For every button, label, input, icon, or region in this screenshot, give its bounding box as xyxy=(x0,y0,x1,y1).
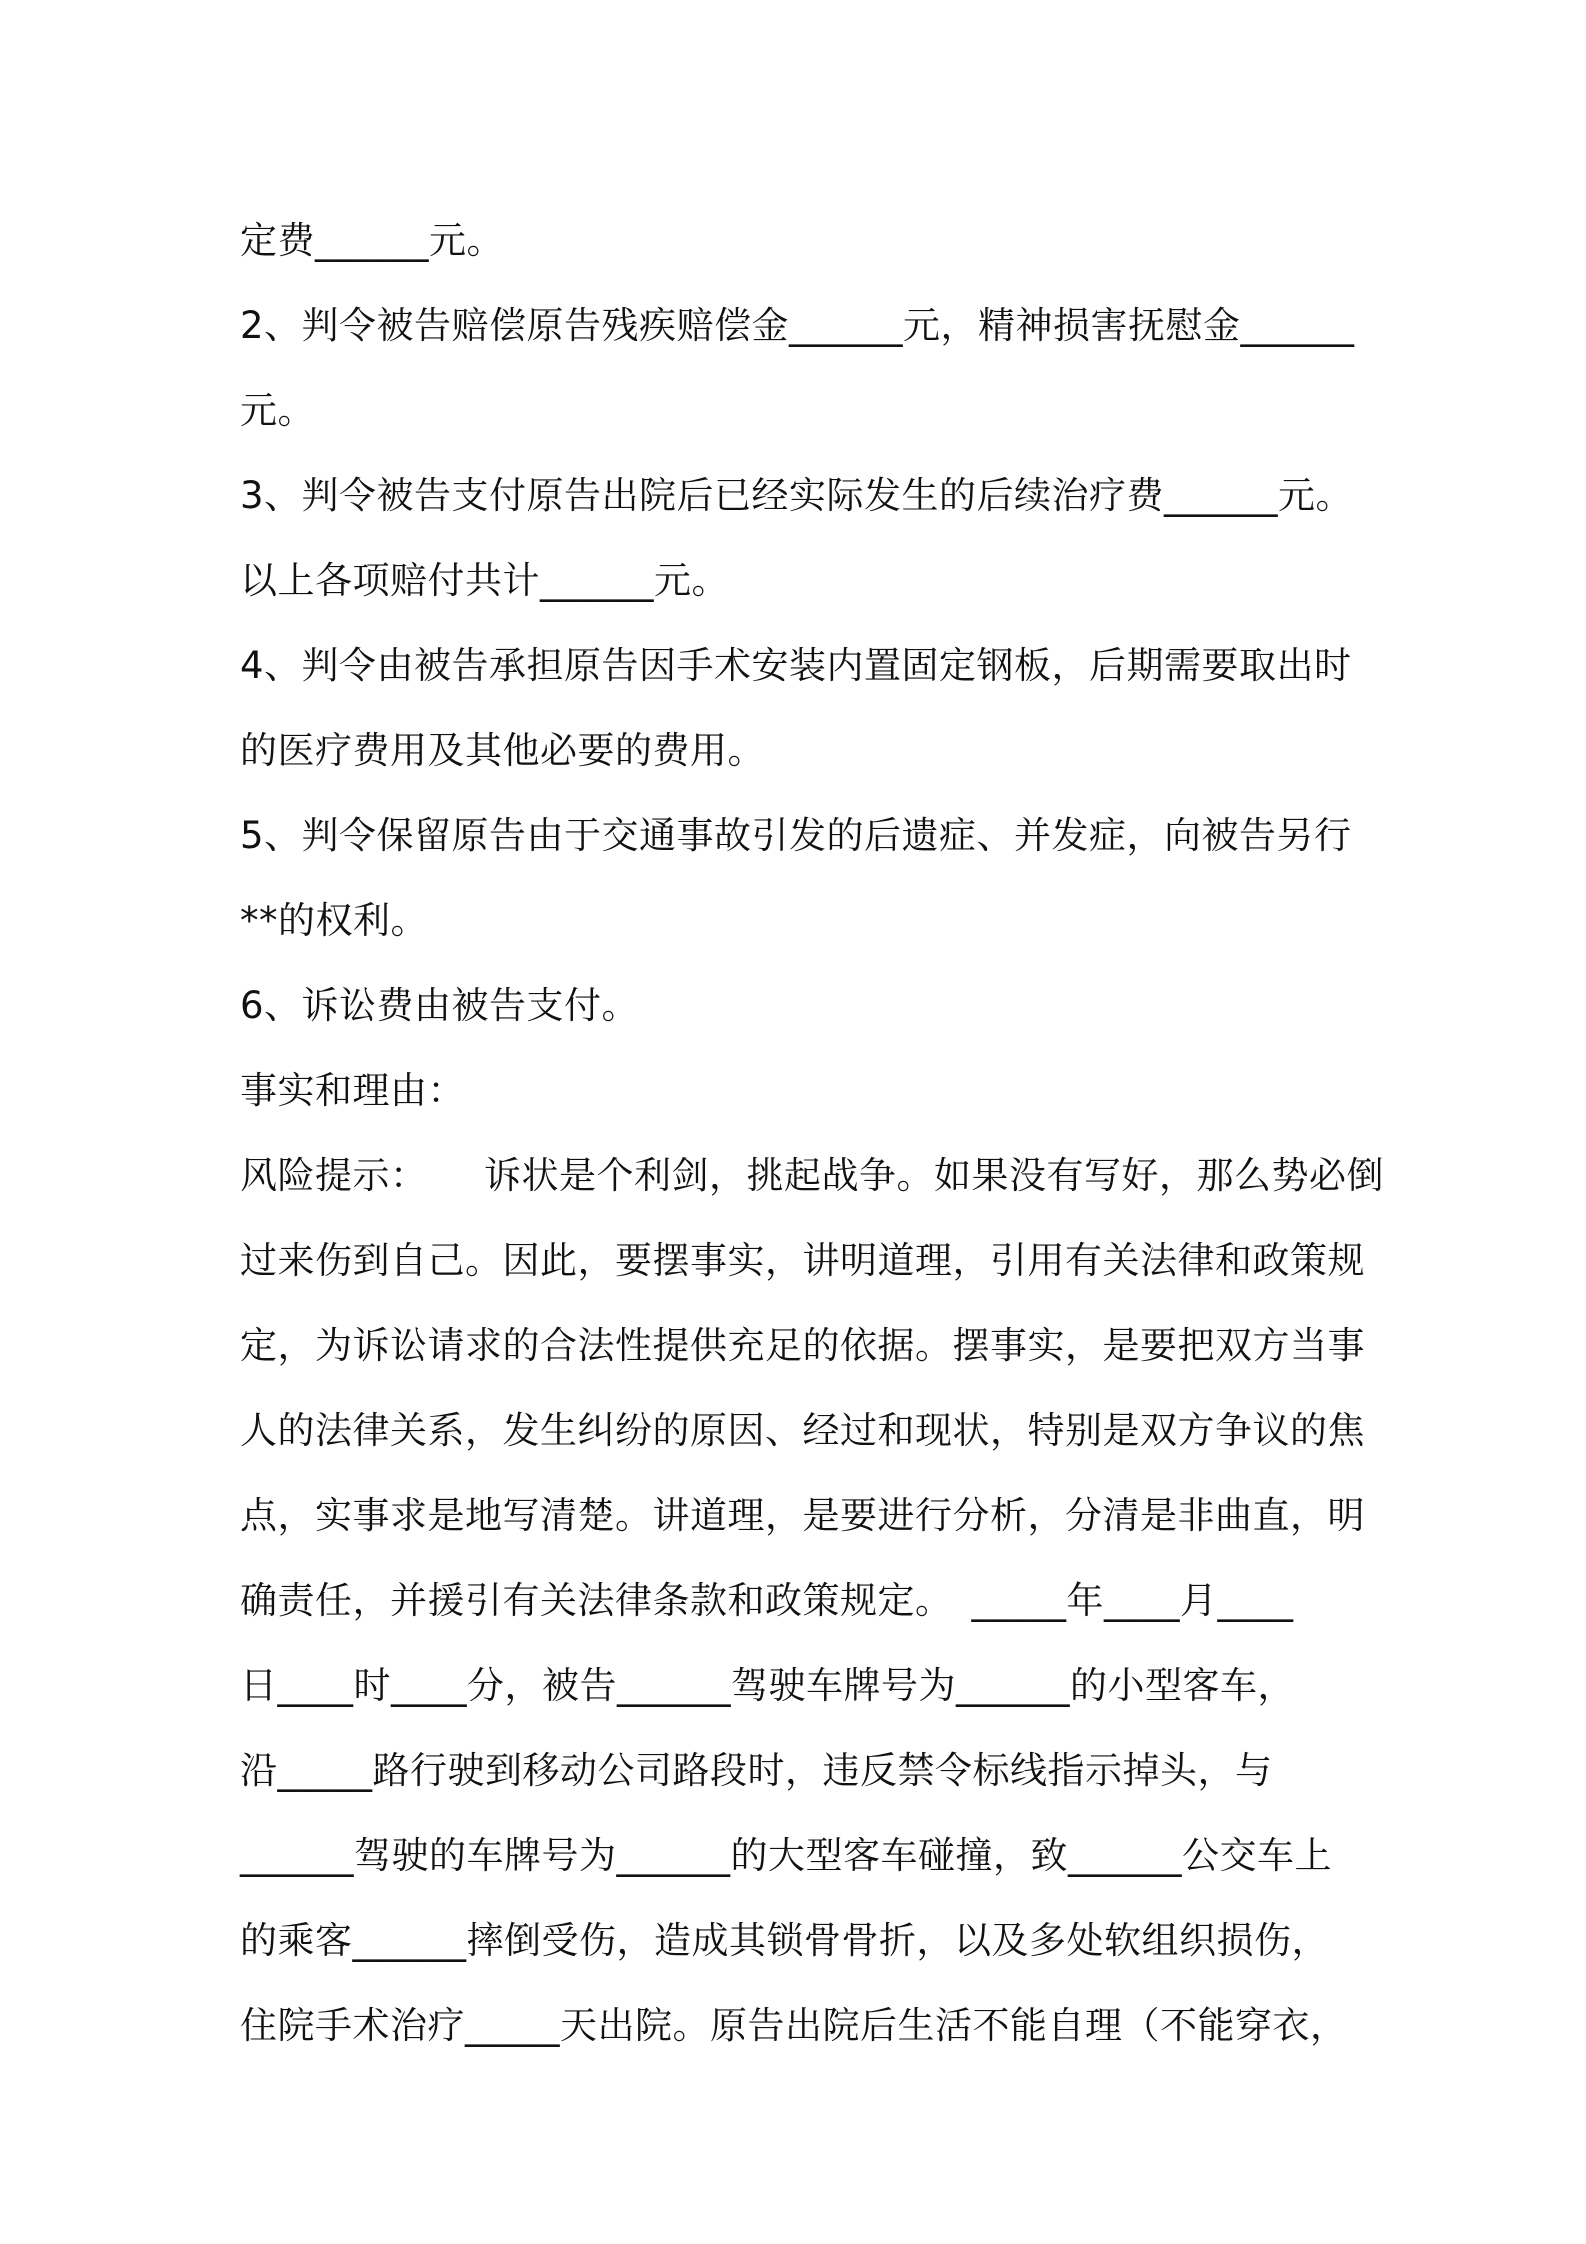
text-line: 过来伤到自己。因此，要摆事实，讲明道理，引用有关法律和政策规 xyxy=(240,1239,1365,1282)
text-line: 3、判令被告支付原告出院后已经实际发生的后续治疗费______元。 xyxy=(240,474,1354,517)
text-line: 定，为诉讼请求的合法性提供充足的依据。摆事实，是要把双方当事 xyxy=(240,1324,1365,1367)
text-line: 住院手术治疗_____天出院。原告出院后生活不能自理（不能穿衣， xyxy=(240,2004,1348,2047)
text-line: 人的法律关系，发生纠纷的原因、经过和现状，特别是双方争议的焦 xyxy=(240,1409,1365,1452)
text-line: 6、诉讼费由被告支付。 xyxy=(240,984,640,1027)
text-line: 元。 xyxy=(240,389,315,432)
text-line: ______驾驶的车牌号为______的大型客车碰撞，致______公交车上 xyxy=(240,1834,1332,1877)
text-line: 以上各项赔付共计______元。 xyxy=(240,559,729,602)
text-line: 确责任，并援引有关法律条款和政策规定。 _____年____月____ xyxy=(240,1579,1294,1622)
text-line: 定费______元。 xyxy=(240,219,504,262)
text-line: 日____时____分，被告______驾驶车牌号为______的小型客车， xyxy=(240,1664,1295,1707)
text-line: 沿_____路行驶到移动公司路段时，违反禁令标线指示掉头，与 xyxy=(240,1749,1273,1792)
text-line: 点，实事求是地写清楚。讲道理，是要进行分析，分清是非曲直，明 xyxy=(240,1494,1365,1537)
text-line: 风险提示： 诉状是个利剑，挑起战争。如果没有写好，那么势必倒 xyxy=(240,1154,1384,1197)
document-page xyxy=(240,198,1384,2068)
text-line: **的权利。 xyxy=(240,899,428,942)
text-line: 5、判令保留原告由于交通事故引发的后遗症、并发症，向被告另行 xyxy=(240,814,1352,857)
text-line: 的医疗费用及其他必要的费用。 xyxy=(240,729,765,772)
text-line: 的乘客______摔倒受伤，造成其锁骨骨折，以及多处软组织损伤， xyxy=(240,1919,1329,1962)
text-line: 2、判令被告赔偿原告残疾赔偿金______元，精神损害抚慰金______ xyxy=(240,304,1355,347)
section-heading: 事实和理由： xyxy=(240,1069,465,1112)
text-line: 4、判令由被告承担原告因手术安装内置固定钢板，后期需要取出时 xyxy=(240,644,1352,687)
